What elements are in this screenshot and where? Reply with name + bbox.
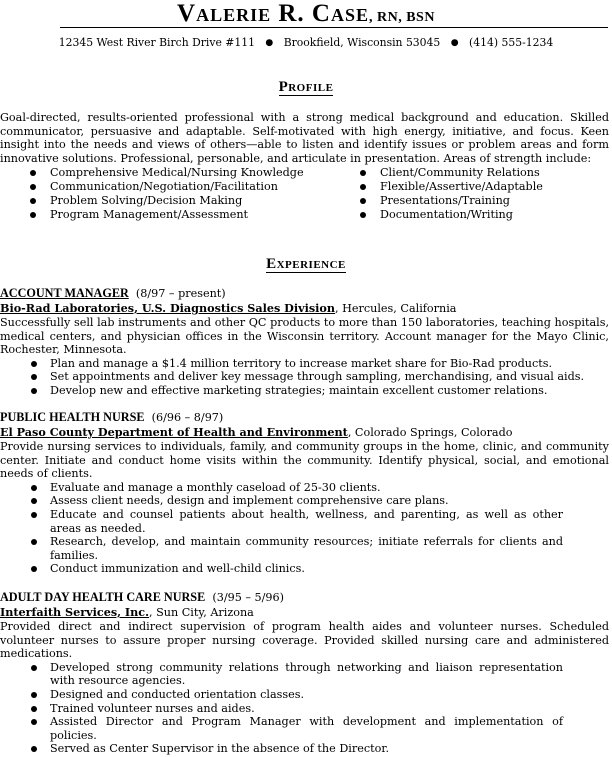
bullet-icon (31, 665, 37, 671)
skill-item: Client/Community Relations (360, 166, 543, 180)
duty-item: Trained volunteer nurses and aides. (0, 702, 609, 716)
bullet-icon (360, 212, 366, 218)
bullet-icon (31, 388, 37, 394)
address: 12345 West River Birch Drive #111 (58, 36, 255, 49)
duty-item: Designed and conducted orientation classes. (0, 688, 609, 702)
duty-item: Developed strong community relations through networking and liaison representation with resource agencies. (0, 661, 609, 688)
city: Brookfield, Wisconsin 53045 (283, 36, 441, 49)
duty-item: Plan and manage a $1.4 million territory to increase market share for Bio-Rad products. (0, 357, 609, 371)
job-dates: (8/97 – present) (135, 287, 226, 300)
skill-item: Documentation/Writing (360, 208, 543, 222)
bullet-icon (31, 374, 37, 380)
job-title: PUBLIC HEALTH NURSE (0, 410, 145, 424)
bullet-icon (31, 485, 37, 491)
duty-item: Set appointments and deliver key message through sampling, merchandising, and visual aids. (0, 370, 609, 384)
job-entry (0, 286, 609, 398)
bullet-icon (30, 198, 36, 204)
employer-line (0, 605, 609, 620)
skill-item: Comprehensive Medical/Nursing Knowledge (30, 166, 304, 180)
skill-item: Program Management/Assessment (30, 208, 304, 222)
job-summary: Provide nursing services to individuals, family, and community groups in the home, clinic, and community center. Initiate and conduct home visits within the community. Identify physical, social, and emotional needs of clients. (0, 440, 609, 481)
job-summary: Provided direct and indirect supervision of program health aides and volunteer nurses. Scheduled volunteer nurses to assure proper nursing coverage. Provided skilled nursing care and administered medications. (0, 620, 609, 661)
experience-heading: Experience (266, 256, 346, 272)
job-duties (0, 661, 609, 756)
employer-location: , Hercules, California (335, 302, 457, 315)
skills-right-column (360, 166, 543, 222)
duty-item: Assisted Director and Program Manager with development and implementation of policies. (0, 715, 609, 742)
duty-item: Served as Center Supervisor in the absence of the Director. (0, 742, 609, 756)
duty-item: Evaluate and manage a monthly caseload of 25-30 clients. (0, 481, 609, 495)
phone: (414) 555-1234 (469, 36, 554, 49)
duty-item: Develop new and effective marketing strategies; maintain excellent customer relations. (0, 384, 609, 398)
bullet-icon (31, 566, 37, 572)
name-text: Valerie R. Case (177, 0, 369, 27)
bullet-icon (30, 170, 36, 176)
bullet-icon (30, 184, 36, 190)
job-title-line (0, 286, 609, 301)
duty-item: Conduct immunization and well-child clinics. (0, 562, 609, 576)
bullet-icon (31, 361, 37, 367)
profile-summary: Goal-directed, results-oriented professional with a strong medical background and education. Skilled communicator, persuasive and adaptable. Self-motivated with high energy, initiative, and focus. Keen insight into the needs and views of others—able to listen and identify issues or problem areas and form innovative solutions. Professional, personable, and articulate in presentation. Areas of strength include: (0, 111, 609, 165)
job-title-line (0, 590, 609, 605)
separator-dot-icon: ● (450, 38, 459, 48)
employer-location: , Sun City, Arizona (149, 606, 254, 619)
skill-item: Flexible/Assertive/Adaptable (360, 180, 543, 194)
employer-name: Bio-Rad Laboratories, U.S. Diagnostics Sales Division (0, 301, 336, 315)
bullet-icon (31, 539, 37, 545)
bullet-icon (360, 198, 366, 204)
job-summary: Successfully sell lab instruments and other QC products to more than 150 laboratories, teaching hospitals, medical centers, and physician offices in the Wisconsin territory. Account manager for the Mayo Clinic, Rochester, Minnesota. (0, 316, 609, 357)
contact-line (0, 36, 612, 51)
duty-item: Assess client needs, design and implement comprehensive care plans. (0, 494, 609, 508)
job-title: ACCOUNT MANAGER (0, 286, 129, 300)
skill-item: Communication/Negotiation/Facilitation (30, 180, 304, 194)
bullet-icon (360, 184, 366, 190)
bullet-icon (30, 212, 36, 218)
skill-item: Presentations/Training (360, 194, 543, 208)
candidate-name: Valerie R. Case, RN, BSN (177, 0, 435, 27)
job-entry (0, 410, 609, 576)
credentials: RN, BSN (376, 10, 435, 25)
job-duties (0, 481, 609, 576)
employer-name: Interfaith Services, Inc. (0, 605, 149, 619)
employer-name: El Paso County Department of Health and Environment (0, 425, 348, 439)
job-title-line (0, 410, 609, 425)
job-dates: (3/95 – 5/96) (212, 591, 285, 604)
skill-item: Problem Solving/Decision Making (30, 194, 304, 208)
job-dates: (6/96 – 8/97) (151, 411, 224, 424)
employer-line (0, 301, 609, 316)
duty-item: Educate and counsel patients about health, wellness, and parenting, as well as other areas as needed. (0, 508, 609, 535)
bullet-icon (31, 706, 37, 712)
profile-heading: Profile (278, 79, 334, 95)
bullet-icon (31, 498, 37, 504)
header-rule (60, 27, 608, 28)
skills-left-column (30, 166, 304, 222)
job-entry (0, 590, 609, 756)
bullet-icon (360, 170, 366, 176)
separator-dot-icon: ● (265, 38, 274, 48)
job-title: ADULT DAY HEALTH CARE NURSE (0, 590, 206, 604)
bullet-icon (31, 719, 37, 725)
employer-line (0, 425, 609, 440)
bullet-icon (31, 512, 37, 518)
duty-item: Research, develop, and maintain community resources; initiate referrals for clients and families. (0, 535, 609, 562)
bullet-icon (31, 746, 37, 752)
employer-location: , Colorado Springs, Colorado (347, 426, 513, 439)
job-duties (0, 357, 609, 398)
bullet-icon (31, 692, 37, 698)
